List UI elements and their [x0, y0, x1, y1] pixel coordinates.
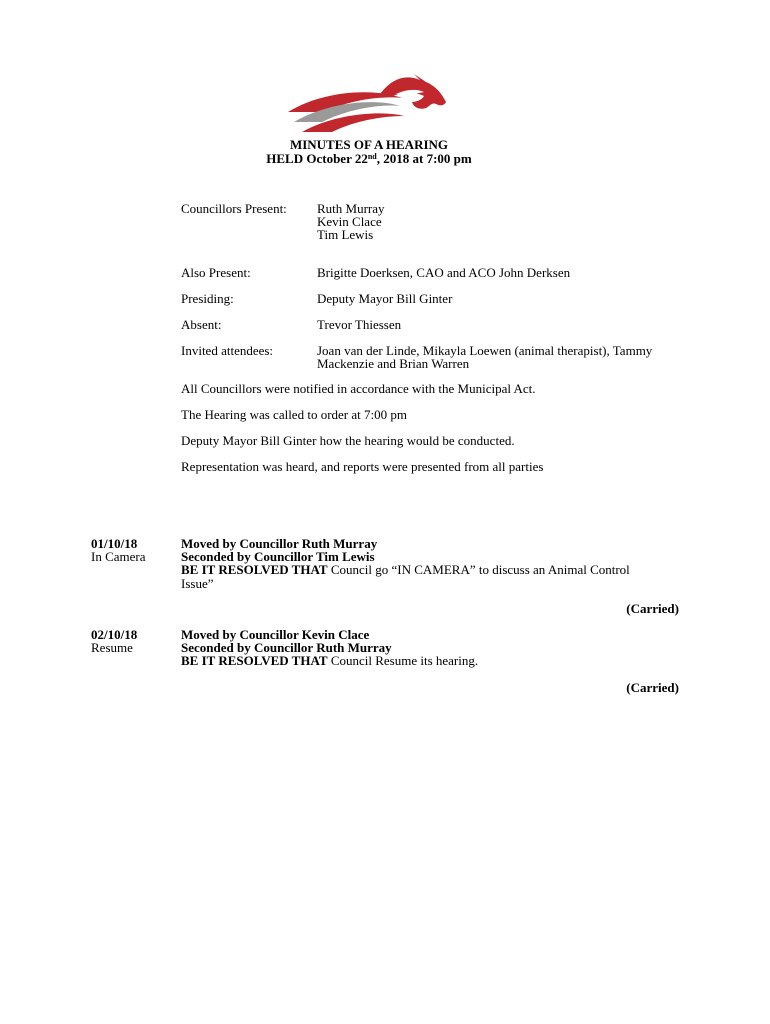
paragraph: All Councillors were notified in accordance with the Municipal Act. [181, 381, 536, 396]
invited-attendees-label: Invited attendees: [181, 343, 274, 358]
paragraph: The Hearing was called to order at 7:00 pm [181, 407, 407, 422]
invited-attendees-line1: Joan van der Linde, Mikayla Loewen (animal therapist), Tammy [317, 343, 653, 358]
invited-attendees-line2: Mackenzie and Brian Warren [317, 356, 470, 371]
councillors-present-label: Councillors Present: [181, 201, 287, 216]
motion-seconded-by: Seconded by Councillor Ruth Murray [181, 640, 392, 655]
motion-status: (Carried) [626, 680, 679, 695]
motion-status: (Carried) [626, 601, 679, 616]
motion-number: 01/10/18 [91, 536, 138, 551]
absent-label: Absent: [181, 317, 222, 332]
also-present-label: Also Present: [181, 265, 251, 280]
paragraph: Representation was heard, and reports were presented from all parties [181, 459, 544, 474]
councillor-name: Kevin Clace [317, 214, 382, 229]
document-subtitle: HELD October 22nd, 2018 at 7:00 pm [266, 151, 472, 166]
motion-moved-by: Moved by Councillor Kevin Clace [181, 627, 370, 642]
paragraph: Deputy Mayor Bill Ginter how the hearing would be conducted. [181, 433, 515, 448]
also-present-value: Brigitte Doerksen, CAO and ACO John Derksen [317, 265, 571, 280]
motion-resolution: BE IT RESOLVED THAT Council Resume its hearing. [181, 653, 479, 668]
motion-number: 02/10/18 [91, 627, 138, 642]
horse-logo-icon [284, 72, 448, 136]
motion-moved-by: Moved by Councillor Ruth Murray [181, 536, 378, 551]
councillor-name: Tim Lewis [317, 227, 374, 242]
presiding-value: Deputy Mayor Bill Ginter [317, 291, 453, 306]
presiding-label: Presiding: [181, 291, 234, 306]
motion-label: Resume [91, 640, 133, 655]
absent-value: Trevor Thiessen [317, 317, 402, 332]
motion-resolution: BE IT RESOLVED THAT Council go “IN CAMERA” to discuss an Animal Control Issue” [181, 562, 630, 591]
document-title: MINUTES OF A HEARING [289, 137, 449, 152]
motion-seconded-by: Seconded by Councillor Tim Lewis [181, 549, 375, 564]
councillor-name: Ruth Murray [317, 201, 385, 216]
motion-label: In Camera [91, 549, 146, 564]
